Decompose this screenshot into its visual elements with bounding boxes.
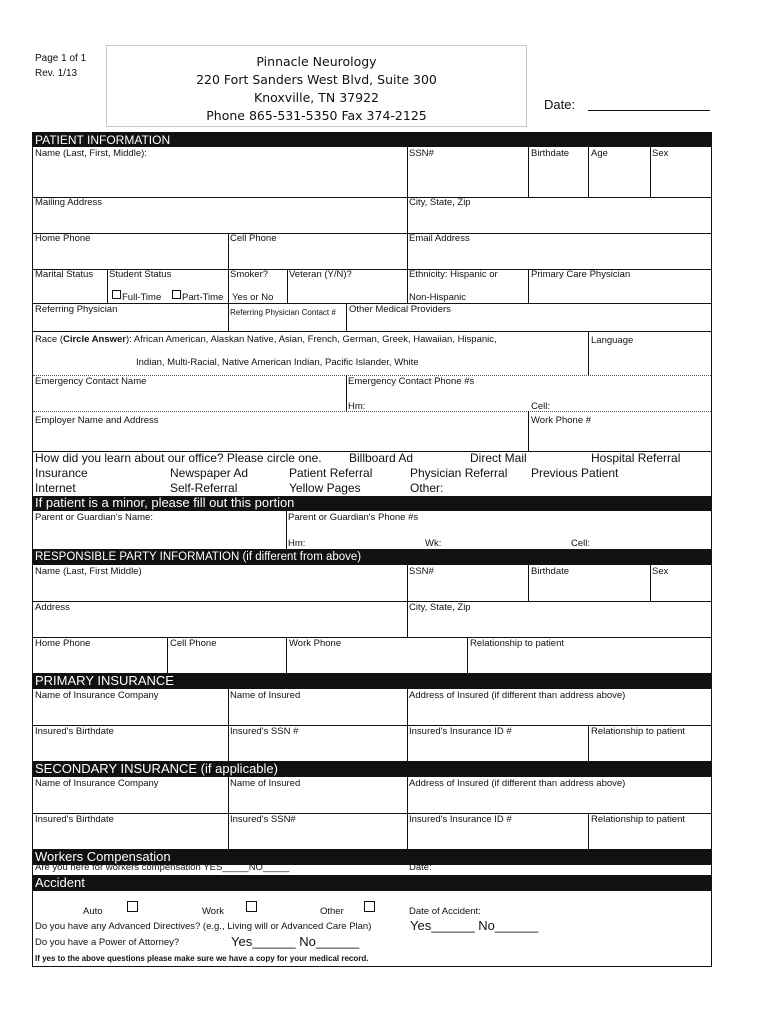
workers-comp-question: Are you here for workers compensation YES_____NO_____ [35,862,290,873]
other-providers-label: Other Medical Providers [349,304,451,315]
secondary-company-label: Name of Insurance Company [35,778,159,789]
secondary-insured-label: Name of Insured [230,778,301,789]
primary-birthdate-label: Insured's Birthdate [35,726,114,737]
practice-header [106,45,527,127]
sex-label: Sex [652,148,669,159]
workers-comp-header: Workers Compensation [33,849,711,865]
secondary-id-label: Insured's Insurance ID # [409,814,512,825]
race-label: Race (Circle Answer): African American, Alaskan Native, Asian, French, German, Greek, Hawaiian, Hispanic, [35,334,497,345]
responsible-ssn-label: SSN# [409,566,434,577]
part-time-label: Part-Time [182,292,224,303]
responsible-birthdate-label: Birthdate [531,566,570,577]
guardian-phone-label: Parent or Guardian's Phone #s [288,512,419,523]
learn-insurance[interactable]: Insurance [35,466,88,480]
learn-newspaper[interactable]: Newspaper Ad [170,466,249,480]
primary-insurance-header: PRIMARY INSURANCE [33,673,711,689]
page-number: Page 1 of 1 [35,53,87,64]
learn-question: How did you learn about our office? Please circle one. [35,451,322,465]
learn-hospital-referral[interactable]: Hospital Referral [591,451,681,465]
primary-relationship-label: Relationship to patient [591,726,686,737]
practice-name: Pinnacle Neurology [256,54,377,69]
learn-internet[interactable]: Internet [35,481,76,495]
patient-info-header: PATIENT INFORMATION [33,133,711,147]
work-phone-label: Work Phone # [531,415,592,426]
responsible-relationship-label: Relationship to patient [470,638,565,649]
secondary-ssn-label: Insured's SSN# [230,814,296,825]
referring-contact-label: Referring Physician Contact # [230,308,336,317]
registration-form [32,132,712,967]
learn-patient-referral[interactable]: Patient Referral [289,466,373,480]
secondary-address-label: Address of Insured (if different than address above) [409,778,626,789]
emergency-contact-label: Emergency Contact Name [35,376,147,387]
directives-question: Do you have any Advanced Directives? (e.g., Living will or Advanced Care Plan) [35,921,372,932]
secondary-birthdate-label: Insured's Birthdate [35,814,114,825]
revision: Rev. 1/13 [35,68,78,79]
guardian-wk-label: Wk: [425,538,442,549]
smoker-yes-no: Yes or No [232,292,274,303]
ethnicity-label: Ethnicity: Hispanic or [409,269,498,280]
accident-date-label: Date of Accident: [409,906,481,917]
smoker-label: Smoker? [230,269,269,280]
responsible-work-phone-label: Work Phone [289,638,342,649]
employer-label: Employer Name and Address [35,415,159,426]
date-label: Date: [544,97,576,112]
copy-note: If yes to the above questions please make sure we have a copy for your medical record. [35,954,369,963]
mailing-address-label: Mailing Address [35,197,103,208]
guardian-name-label: Parent or Guardian's Name: [35,512,153,523]
emergency-cell-label: Cell: [531,401,551,412]
responsible-sex-label: Sex [652,566,669,577]
responsible-name-label: Name (Last, First Middle) [35,566,142,577]
primary-ssn-label: Insured's SSN # [230,726,299,737]
responsible-header: RESPONSIBLE PARTY INFORMATION (if different from above) [33,549,711,565]
marital-status-label: Marital Status [35,269,94,280]
primary-insured-label: Name of Insured [230,690,301,701]
primary-address-label: Address of Insured (if different than address above) [409,690,626,701]
workers-comp-date: Date: [409,862,432,873]
learn-previous-patient[interactable]: Previous Patient [531,466,619,480]
accident-work-label: Work [202,906,224,917]
guardian-hm-label: Hm: [288,538,306,549]
race-options-line2: Indian, Multi-Racial, Native American Indian, Pacific Islander, White [136,357,419,368]
cell-phone-label: Cell Phone [230,233,277,244]
responsible-home-phone-label: Home Phone [35,638,91,649]
primary-id-label: Insured's Insurance ID # [409,726,512,737]
pcp-label: Primary Care Physician [531,269,631,280]
non-hispanic-label: Non-Hispanic [409,292,467,303]
learn-self-referral[interactable]: Self-Referral [170,481,238,495]
part-time-checkbox[interactable] [172,290,181,299]
learn-direct-mail[interactable]: Direct Mail [470,451,527,465]
poa-question: Do you have a Power of Attorney? [35,937,180,948]
emergency-hm-label: Hm: [348,401,366,412]
secondary-insurance-header: SECONDARY INSURANCE (if applicable) [33,761,711,777]
age-label: Age [591,148,608,159]
guardian-cell-label: Cell: [571,538,591,549]
full-time-label: Full-Time [122,292,162,303]
full-time-checkbox[interactable] [112,290,121,299]
emergency-phone-label: Emergency Contact Phone #s [348,376,475,387]
practice-phone: Phone 865-531-5350 Fax 374-2125 [206,108,427,123]
accident-other-label: Other [320,906,344,917]
student-status-label: Student Status [109,269,172,280]
accident-auto-checkbox[interactable] [127,901,138,912]
directives-yes-no[interactable]: Yes______ No______ [410,918,539,933]
birthdate-label: Birthdate [531,148,570,159]
learn-other[interactable]: Other: [410,481,444,495]
learn-physician-referral[interactable]: Physician Referral [410,466,508,480]
primary-company-label: Name of Insurance Company [35,690,159,701]
home-phone-label: Home Phone [35,233,91,244]
email-label: Email Address [409,233,470,244]
date-field[interactable] [588,110,710,111]
accident-other-checkbox[interactable] [364,901,375,912]
secondary-relationship-label: Relationship to patient [591,814,686,825]
city-state-zip-label: City, State, Zip [409,197,471,208]
language-label: Language [591,335,634,346]
poa-yes-no[interactable]: Yes______ No______ [231,934,360,949]
accident-auto-label: Auto [83,906,103,917]
ssn-label: SSN# [409,148,434,159]
patient-name-label: Name (Last, First, Middle): [35,148,147,159]
learn-yellow-pages[interactable]: Yellow Pages [289,481,361,495]
responsible-cell-phone-label: Cell Phone [170,638,217,649]
responsible-address-label: Address [35,602,70,613]
accident-work-checkbox[interactable] [246,901,257,912]
practice-address2: Knoxville, TN 37922 [254,90,379,105]
responsible-city-label: City, State, Zip [409,602,471,613]
practice-address1: 220 Fort Sanders West Blvd, Suite 300 [196,72,437,87]
learn-billboard[interactable]: Billboard Ad [349,451,414,465]
accident-header: Accident [33,875,711,891]
veteran-label: Veteran (Y/N)? [289,269,352,280]
minor-header: If patient is a minor, please fill out this portion [33,496,711,511]
referring-physician-label: Referring Physician [35,304,118,315]
